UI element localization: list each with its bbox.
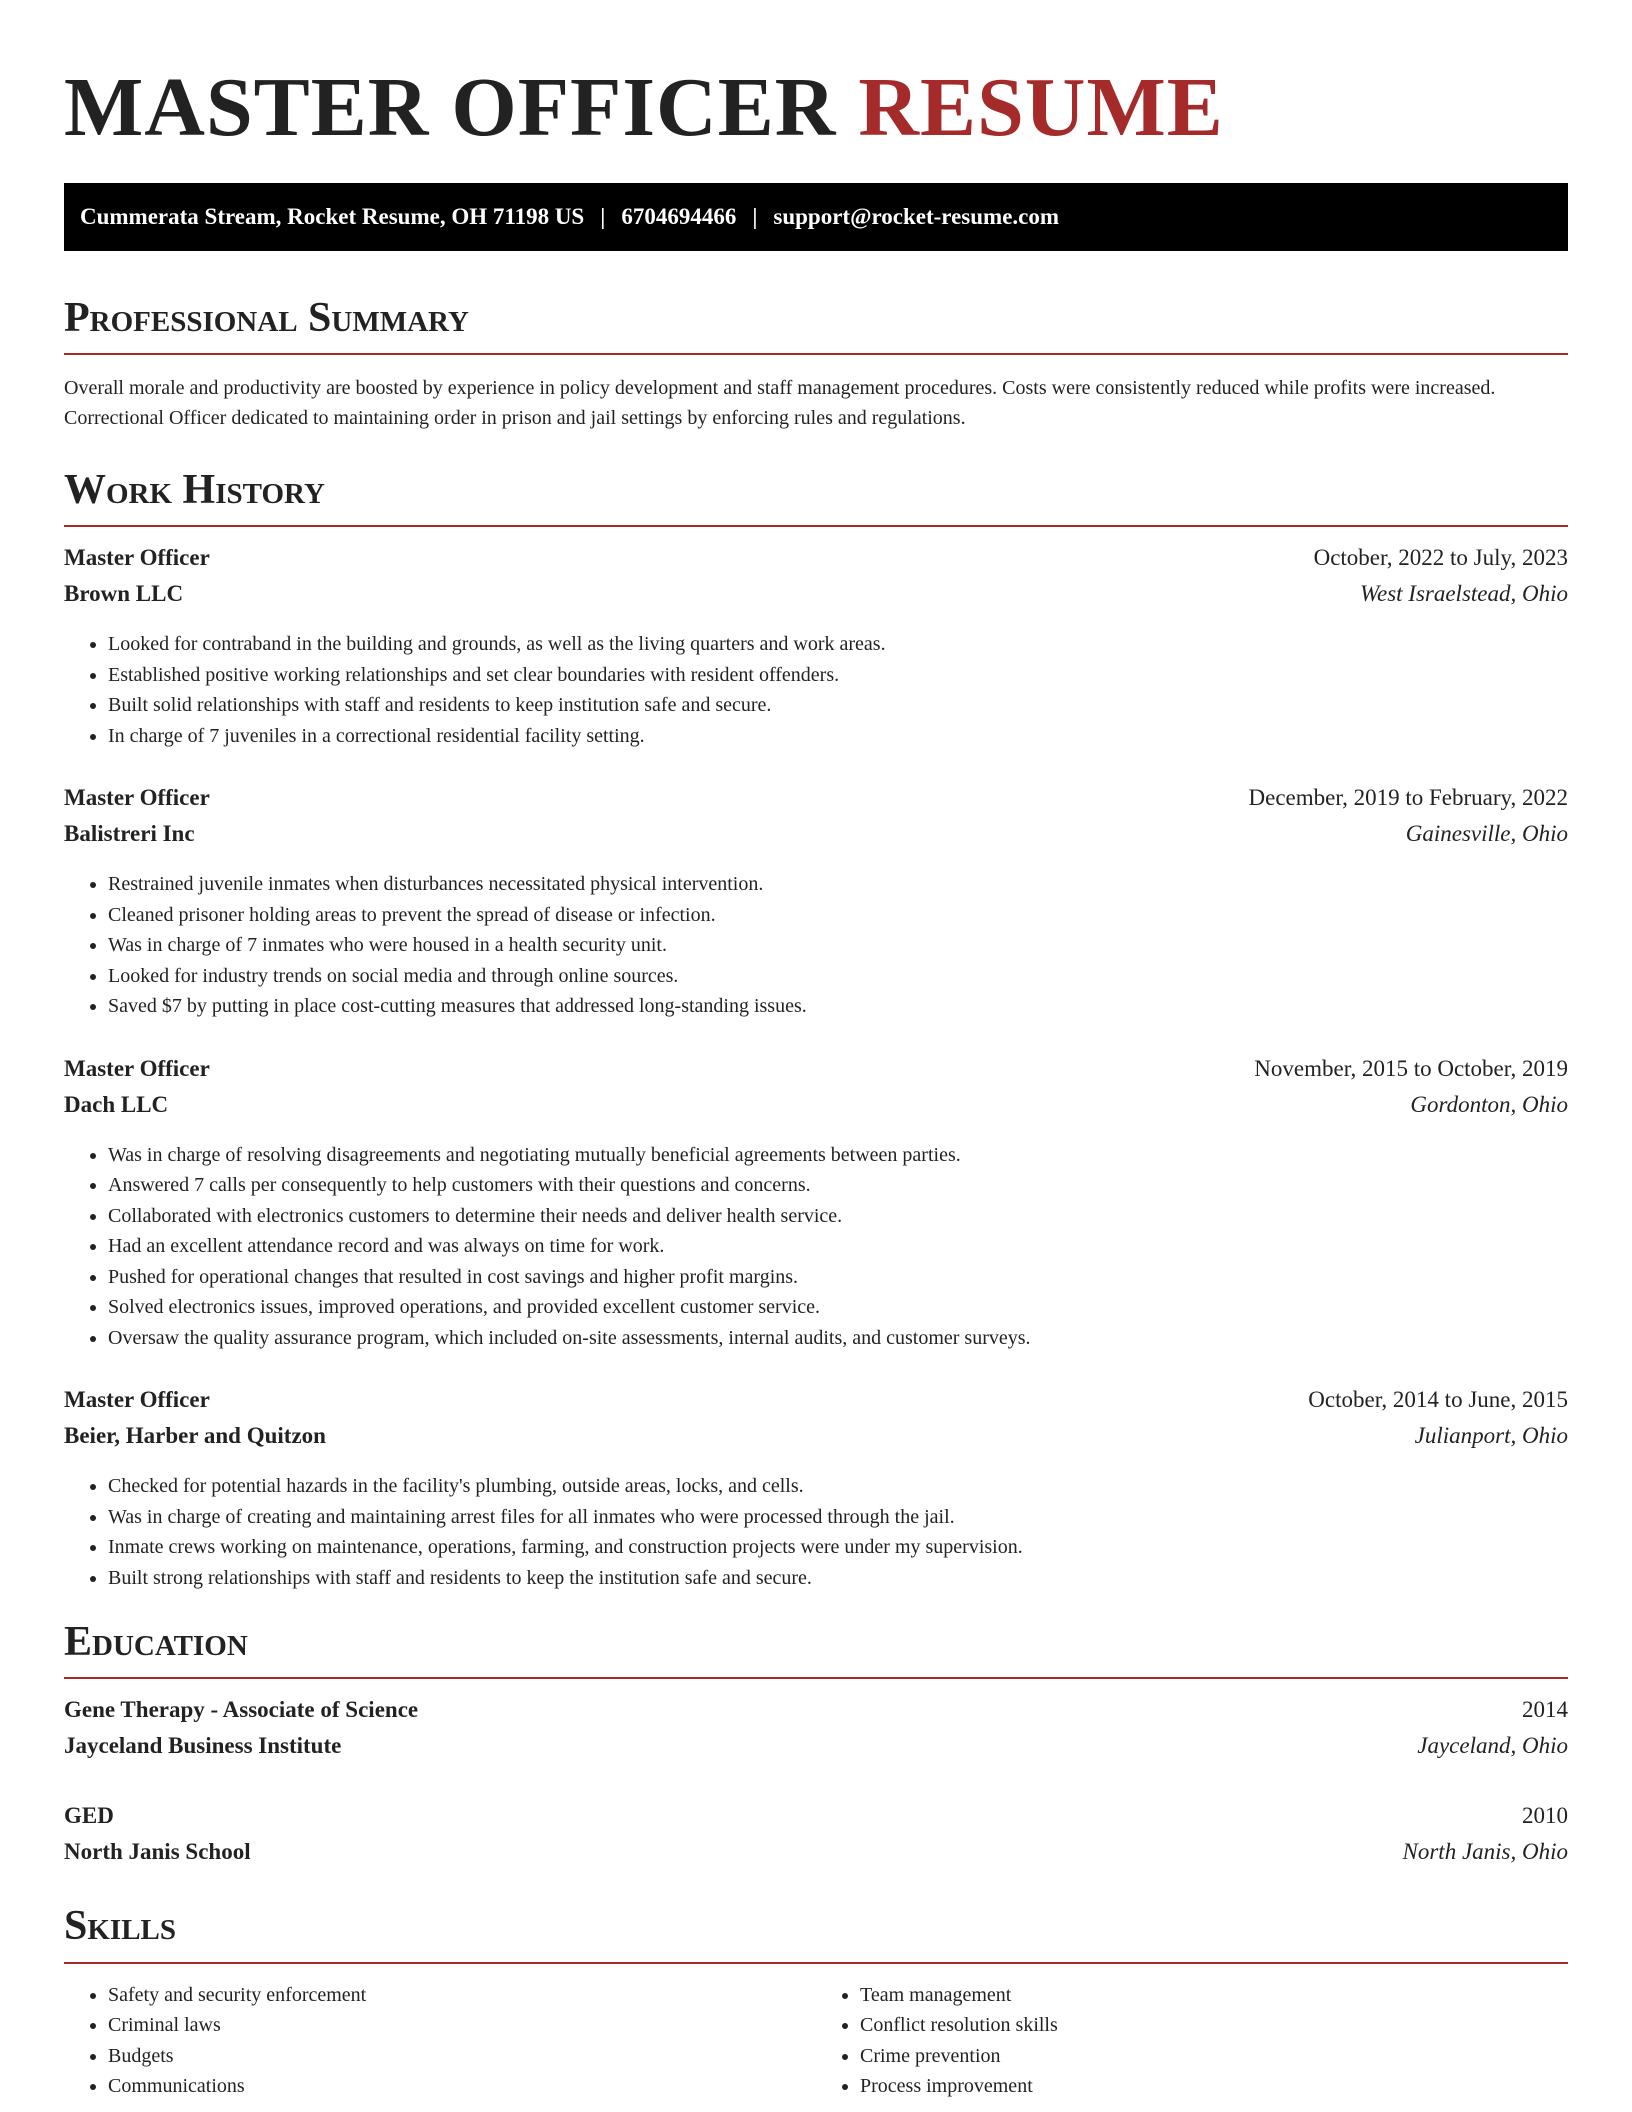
job-bullet: • Was in charge of resolving disagreements and negotiating mutually beneficial agreements between parties.: [108, 1140, 1568, 1171]
resume-title: [64, 58, 1568, 159]
job-company: Brown LLC: [64, 581, 184, 607]
job-bullets: [64, 869, 1568, 1022]
education-section: [64, 1619, 1568, 1875]
job-role: Master Officer: [64, 1055, 210, 1081]
job-dates: November, 2015 to October, 2019: [1254, 1055, 1568, 1081]
job-company: Dach LLC: [64, 1091, 169, 1117]
section-heading-education: Education: [64, 1619, 1568, 1679]
job-location: Gordonton, Ohio: [1410, 1091, 1568, 1117]
section-heading-skills: Skills: [64, 1903, 1568, 1963]
section-heading-work-history: Work History: [64, 467, 1568, 527]
skills-section: [64, 1903, 1568, 2101]
education-entry: [64, 1697, 1568, 1769]
education-year: 2014: [1522, 1697, 1568, 1723]
education-entry: [64, 1803, 1568, 1875]
education-degree: GED: [64, 1803, 114, 1829]
job-company: Beier, Harber and Quitzon: [64, 1423, 326, 1449]
contact-separator: |: [752, 203, 758, 229]
education-degree: Gene Therapy - Associate of Science: [64, 1697, 419, 1723]
skill-item: • Communications: [108, 2071, 816, 2102]
job-bullets: [64, 1471, 1568, 1593]
job-location: Gainesville, Ohio: [1405, 821, 1568, 847]
skills-list-right: [816, 1980, 1568, 2102]
job-entry: [64, 1387, 1568, 1593]
job-bullet: • Built solid relationships with staff and residents to keep institution safe and secure.: [108, 690, 1568, 721]
education-location: North Janis, Ohio: [1402, 1839, 1568, 1865]
education-year: 2010: [1522, 1803, 1568, 1829]
job-entry: [64, 1056, 1568, 1354]
contact-separator: |: [600, 203, 606, 229]
job-bullet: • Built strong relationships with staff and residents to keep the institution safe and secure.: [108, 1563, 1568, 1594]
job-bullet: • In charge of 7 juveniles in a correctional residential facility setting.: [108, 721, 1568, 752]
summary-text: Overall morale and productivity are boosted by experience in policy development and staff management procedures. Costs were consistently reduced while profits were increased. Correctional Officer dedicated to maintaining order in prison and jail settings by enforcing rules and regulations.: [64, 376, 1496, 429]
job-bullet: • Looked for industry trends on social media and through online sources.: [108, 961, 1568, 992]
job-entry: [64, 785, 1568, 1022]
job-bullets: [64, 629, 1568, 751]
job-bullet: • Cleaned prisoner holding areas to prevent the spread of disease or infection.: [108, 900, 1568, 931]
contact-bar: [64, 183, 1568, 251]
job-bullet: • Checked for potential hazards in the facility's plumbing, outside areas, locks, and cells.: [108, 1471, 1568, 1502]
job-bullet: • Answered 7 calls per consequently to help customers with their questions and concerns.: [108, 1170, 1568, 1201]
job-bullet: • Looked for contraband in the building and grounds, as well as the living quarters and work areas.: [108, 629, 1568, 660]
skill-item: • Crime prevention: [860, 2041, 1568, 2072]
skill-item: • Team management: [860, 1980, 1568, 2011]
job-dates: December, 2019 to February, 2022: [1248, 785, 1568, 811]
contact-email: support@rocket-resume.com: [773, 203, 1060, 229]
job-bullet: • Pushed for operational changes that resulted in cost savings and higher profit margins.: [108, 1262, 1568, 1293]
job-bullet: • Inmate crews working on maintenance, operations, farming, and construction projects were under my supervision.: [108, 1532, 1568, 1563]
job-bullet: • Collaborated with electronics customers to determine their needs and deliver health service.: [108, 1201, 1568, 1232]
job-bullet: • Solved electronics issues, improved operations, and provided excellent customer service.: [108, 1292, 1568, 1323]
job-bullet: • Established positive working relationships and set clear boundaries with resident offenders.: [108, 660, 1568, 691]
skill-item: • Conflict resolution skills: [860, 2010, 1568, 2041]
job-role: Master Officer: [64, 1387, 210, 1413]
job-location: Julianport, Ohio: [1414, 1423, 1568, 1449]
job-dates: October, 2014 to June, 2015: [1308, 1387, 1568, 1413]
skills-columns: [64, 1980, 1568, 2102]
resume-page: [64, 0, 1568, 2102]
contact-phone: 6704694466: [621, 203, 737, 229]
job-bullet: • Had an excellent attendance record and was always on time for work.: [108, 1231, 1568, 1262]
job-bullet: • Was in charge of creating and maintaining arrest files for all inmates who were processed through the jail.: [108, 1502, 1568, 1533]
skill-item: • Budgets: [108, 2041, 816, 2072]
job-bullet: • Restrained juvenile inmates when disturbances necessitated physical intervention.: [108, 869, 1568, 900]
job-bullet: • Oversaw the quality assurance program, which included on-site assessments, internal audits, and customer surveys.: [108, 1323, 1568, 1354]
title-accent: RESUME: [858, 61, 1224, 154]
job-entry: [64, 545, 1568, 751]
section-heading-summary: Professional Summary: [64, 295, 1568, 355]
title-name: MASTER OFFICER: [64, 61, 837, 154]
education-location: Jayceland, Ohio: [1417, 1733, 1568, 1759]
education-school: Jayceland Business Institute: [64, 1733, 342, 1759]
skill-item: • Criminal laws: [108, 2010, 816, 2041]
job-company: Balistreri Inc: [64, 821, 195, 847]
job-bullet: • Saved $7 by putting in place cost-cutting measures that addressed long-standing issues.: [108, 991, 1568, 1022]
job-dates: October, 2022 to July, 2023: [1313, 545, 1568, 571]
job-location: West Israelstead, Ohio: [1359, 581, 1568, 607]
skill-item: • Process improvement: [860, 2071, 1568, 2102]
education-school: North Janis School: [64, 1839, 251, 1865]
job-role: Master Officer: [64, 545, 210, 571]
contact-address: Cummerata Stream, Rocket Resume, OH 71198 US: [80, 203, 585, 229]
job-bullets: [64, 1140, 1568, 1354]
summary-section: [64, 295, 1568, 433]
job-bullet: • Was in charge of 7 inmates who were housed in a health security unit.: [108, 930, 1568, 961]
work-history-section: [64, 467, 1568, 1593]
skill-item: • Safety and security enforcement: [108, 1980, 816, 2011]
job-role: Master Officer: [64, 785, 210, 811]
skills-list-left: [64, 1980, 816, 2102]
